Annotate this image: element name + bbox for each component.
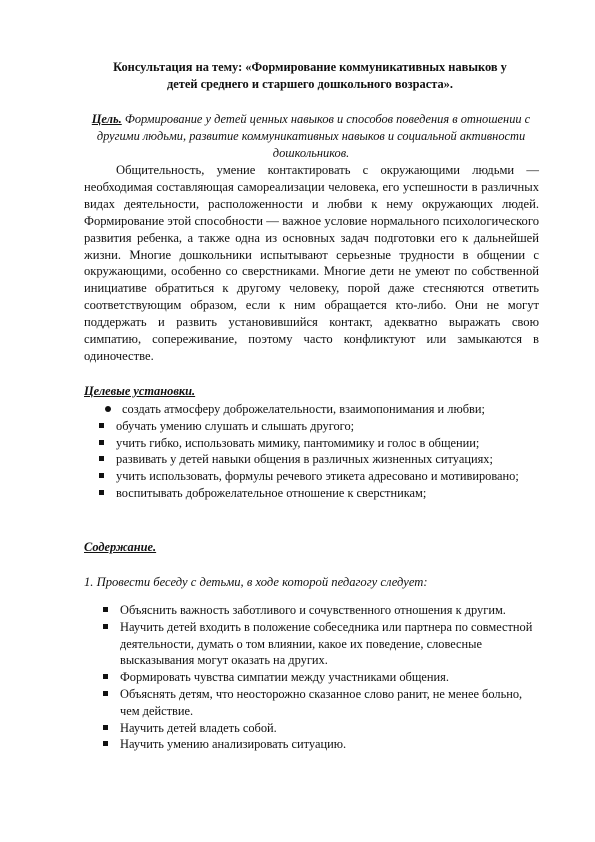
bullet-icon [103,741,108,746]
list-item-text: учить гибко, использовать мимику, пантомимику и голос в общении; [116,435,480,450]
bullet-icon [103,725,108,730]
bullet-icon [103,624,108,629]
goal-block [84,111,538,162]
title-line-2: детей среднего и старшего дошкольного возраста». [167,77,453,91]
list-item-text: развивать у детей навыки общения в различных жизненных ситуациях; [116,452,493,467]
list-item [103,720,539,737]
bullet-icon [99,440,104,445]
content-list [103,602,539,753]
bullet-icon [99,456,104,461]
goal-text: Формирование у детей ценных навыков и способов поведения в отношении с другими людьми, развитие коммуникативных навыков и социальной активности дошкольников. [96,112,531,160]
title-line-1: Консультация на тему: «Формирование коммуникативных навыков у [113,60,507,74]
list-item-text: учить использовать, формулы речевого этикета адресовано и мотивировано; [116,469,519,484]
list-item-text: Формировать чувства симпатии между участниками общения. [120,670,449,685]
list-item [103,736,539,753]
list-item-text: Объяснять детям, что неосторожно сказанное слово ранит, не менее больно, чем действие. [120,686,523,718]
bullet-icon [103,691,108,696]
list-item [99,418,539,435]
intro-paragraph: Общительность, умение контактировать с окружающими людьми — необходимая составляющая самореализации человека, его успешности в различных видах деятельности, расположенности и любви к нему окружающих людей. Формирование этой способности — важное условие нормального психологического развития ребенка, а также одна из основных задач подготовки его к дальнейшей жизни. Многие дошкольники испытывают серьезные трудности в общении с окружающими, особенно со сверстниками. Многие дети не умеют по собственной инициативе обратиться к другому человеку, порой даже стесняются ответить соответствующим образом, если к ним обращается кто-либо. Они не могут поддержать и развить установившийся контакт, адекватно выражать свою симпатию, сопереживание, поэтому часто конфликтуют или замыкаются в одиночестве. [84,163,539,363]
list-item [99,435,539,452]
list-item-text: обучать умению слушать и слышать другого; [116,418,355,433]
targets-heading: Целевые установки. [84,384,196,398]
bullet-icon [103,607,108,612]
goal-label: Цель. [91,112,122,126]
list-item-text: создать атмосферу доброжелательности, взаимопонимания и любви; [122,402,485,416]
list-item-text: Научить умению анализировать ситуацию. [120,737,347,752]
bullet-icon [105,406,111,412]
bullet-icon [103,674,108,679]
list-item [105,401,545,418]
list-item [103,686,539,720]
list-item-text: Научить детей входить в положение собеседника или партнера по совместной деятельности, думать о том влиянии, какое их поведение, словесные высказывания могут оказать на других. [120,619,533,668]
content-subheading: 1. Провести беседу с детьми, в ходе которой педагогу следует: [84,575,428,589]
bullet-icon [99,473,104,478]
bullet-icon [99,423,104,428]
list-item [103,602,539,619]
bullet-icon [99,490,104,495]
document-title [80,59,540,93]
list-item [99,485,539,502]
list-item [103,619,539,669]
list-item-text: воспитывать доброжелательное отношение к сверстникам; [116,485,427,500]
targets-list [99,401,539,502]
list-item [99,451,539,468]
list-item [99,468,539,485]
content-heading: Содержание. [84,540,157,554]
list-item-text: Объяснить важность заботливого и сочувственного отношения к другим. [120,603,506,617]
list-item [103,669,539,686]
list-item-text: Научить детей владеть собой. [120,720,277,735]
